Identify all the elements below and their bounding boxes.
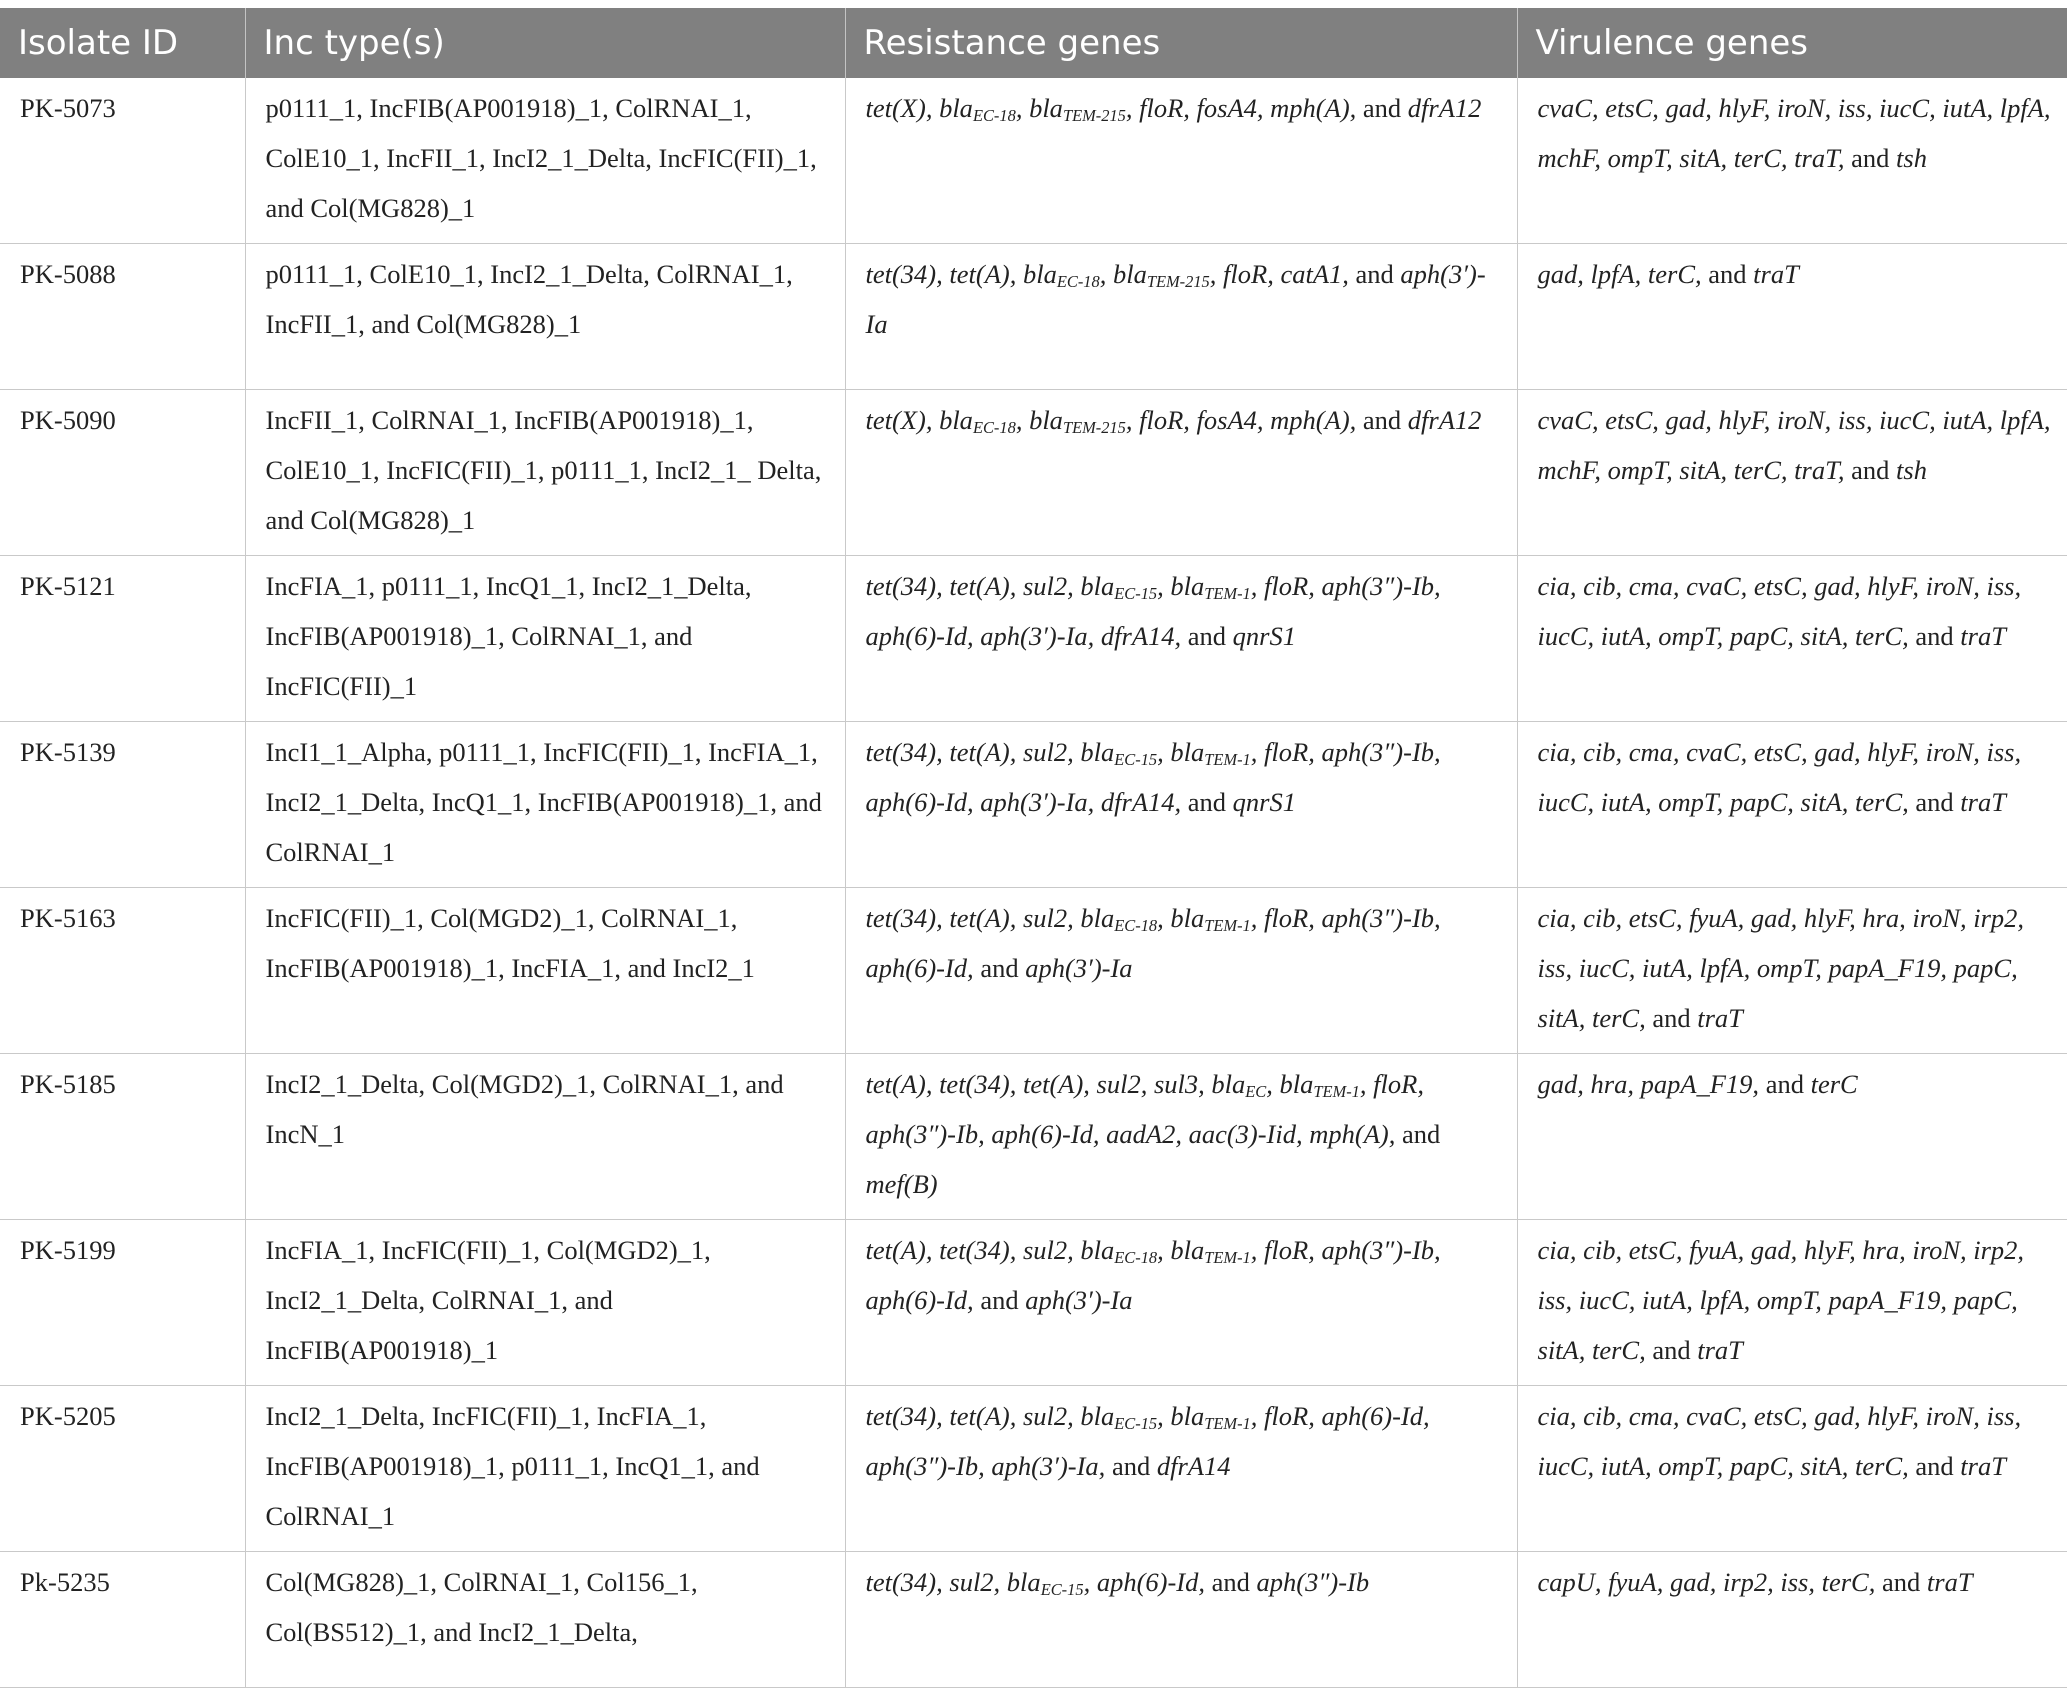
inc-types-cell: Col(MG828)_1, ColRNAI_1, Col156_1, Col(BS512)_1, and IncI2_1_Delta, [245, 1552, 845, 1688]
table-body [0, 78, 2067, 1688]
virulence-genes-cell: cia, cib, etsC, fyuA, gad, hlyF, hra, iroN, irp2, iss, iucC, iutA, lpfA, ompT, papA_F19, papC, sitA, terC, and traT [1517, 888, 2067, 1054]
virulence-genes-cell: cia, cib, cma, cvaC, etsC, gad, hlyF, iroN, iss, iucC, iutA, ompT, papC, sitA, terC, and traT [1517, 1386, 2067, 1552]
inc-types-cell: IncI2_1_Delta, Col(MGD2)_1, ColRNAI_1, and IncN_1 [245, 1054, 845, 1220]
header-isolate-id: Isolate ID [0, 8, 245, 78]
table-row [0, 888, 2067, 1054]
table-row [0, 1386, 2067, 1552]
isolate-id-cell: PK-5185 [0, 1054, 245, 1220]
virulence-genes-cell: cia, cib, etsC, fyuA, gad, hlyF, hra, iroN, irp2, iss, iucC, iutA, lpfA, ompT, papA_F19, papC, sitA, terC, and traT [1517, 1220, 2067, 1386]
inc-types-cell: IncI1_1_Alpha, p0111_1, IncFIC(FII)_1, IncFIA_1, IncI2_1_Delta, IncQ1_1, IncFIB(AP001918)_1, and ColRNAI_1 [245, 722, 845, 888]
resistance-genes-cell: tet(34), sul2, bla$_{EC-15}$, aph(6)-Id, and aph(3″)-Ib [845, 1552, 1517, 1688]
isolate-id-cell: PK-5139 [0, 722, 245, 888]
inc-types-cell: IncFIA_1, IncFIC(FII)_1, Col(MGD2)_1, IncI2_1_Delta, ColRNAI_1, and IncFIB(AP001918)_1 [245, 1220, 845, 1386]
isolate-id-cell: PK-5163 [0, 888, 245, 1054]
virulence-genes-cell: gad, hra, papA_F19, and terC [1517, 1054, 2067, 1220]
isolate-id-cell: PK-5205 [0, 1386, 245, 1552]
virulence-genes-cell: cia, cib, cma, cvaC, etsC, gad, hlyF, iroN, iss, iucC, iutA, ompT, papC, sitA, terC, and traT [1517, 722, 2067, 888]
table-row [0, 722, 2067, 888]
table-row [0, 390, 2067, 556]
table-header [0, 8, 2067, 78]
inc-types-cell: IncFII_1, ColRNAI_1, IncFIB(AP001918)_1, ColE10_1, IncFIC(FII)_1, p0111_1, IncI2_1_ Delta, and Col(MG828)_1 [245, 390, 845, 556]
virulence-genes-cell: cia, cib, cma, cvaC, etsC, gad, hlyF, iroN, iss, iucC, iutA, ompT, papC, sitA, terC, and traT [1517, 556, 2067, 722]
isolate-genes-table [0, 8, 2067, 1688]
table-row [0, 78, 2067, 244]
isolate-id-cell: PK-5121 [0, 556, 245, 722]
header-row [0, 8, 2067, 78]
inc-types-cell: IncFIA_1, p0111_1, IncQ1_1, IncI2_1_Delta, IncFIB(AP001918)_1, ColRNAI_1, and IncFIC(FII)_1 [245, 556, 845, 722]
table-row [0, 1552, 2067, 1688]
table-row [0, 244, 2067, 390]
virulence-genes-cell: capU, fyuA, gad, irp2, iss, terC, and traT [1517, 1552, 2067, 1688]
inc-types-cell: p0111_1, ColE10_1, IncI2_1_Delta, ColRNAI_1, IncFII_1, and Col(MG828)_1 [245, 244, 845, 390]
isolate-id-cell: PK-5199 [0, 1220, 245, 1386]
resistance-genes-cell: tet(34), tet(A), sul2, bla$_{EC-15}$, bla$_{TEM-1}$, floR, aph(3″)-Ib, aph(6)-Id, aph(3′)-Ia, dfrA14, and qnrS1 [845, 722, 1517, 888]
isolate-id-cell: PK-5090 [0, 390, 245, 556]
resistance-genes-cell: tet(A), tet(34), tet(A), sul2, sul3, bla$_{EC}$, bla$_{TEM-1}$, floR, aph(3″)-Ib, aph(6)-Id, aadA2, aac(3)-Iid, mph(A), and mef(B) [845, 1054, 1517, 1220]
header-inc-types: Inc type(s) [245, 8, 845, 78]
table-row [0, 1054, 2067, 1220]
isolate-id-cell: PK-5088 [0, 244, 245, 390]
resistance-genes-cell: tet(X), bla$_{EC-18}$, bla$_{TEM-215}$, floR, fosA4, mph(A), and dfrA12 [845, 78, 1517, 244]
inc-types-cell: IncFIC(FII)_1, Col(MGD2)_1, ColRNAI_1, IncFIB(AP001918)_1, IncFIA_1, and IncI2_1 [245, 888, 845, 1054]
isolate-id-cell: PK-5073 [0, 78, 245, 244]
virulence-genes-cell: gad, lpfA, terC, and traT [1517, 244, 2067, 390]
header-virulence-genes: Virulence genes [1517, 8, 2067, 78]
resistance-genes-cell: tet(34), tet(A), sul2, bla$_{EC-15}$, bla$_{TEM-1}$, floR, aph(3″)-Ib, aph(6)-Id, aph(3′)-Ia, dfrA14, and qnrS1 [845, 556, 1517, 722]
inc-types-cell: p0111_1, IncFIB(AP001918)_1, ColRNAI_1, ColE10_1, IncFII_1, IncI2_1_Delta, IncFIC(FII)_1, and Col(MG828)_1 [245, 78, 845, 244]
table-row [0, 556, 2067, 722]
resistance-genes-cell: tet(A), tet(34), sul2, bla$_{EC-18}$, bla$_{TEM-1}$, floR, aph(3″)-Ib, aph(6)-Id, and aph(3′)-Ia [845, 1220, 1517, 1386]
table-row [0, 1220, 2067, 1386]
inc-types-cell: IncI2_1_Delta, IncFIC(FII)_1, IncFIA_1, IncFIB(AP001918)_1, p0111_1, IncQ1_1, and ColRNAI_1 [245, 1386, 845, 1552]
isolate-id-cell: Pk-5235 [0, 1552, 245, 1688]
header-resistance-genes: Resistance genes [845, 8, 1517, 78]
resistance-genes-cell: tet(34), tet(A), sul2, bla$_{EC-15}$, bla$_{TEM-1}$, floR, aph(6)-Id, aph(3″)-Ib, aph(3′)-Ia, and dfrA14 [845, 1386, 1517, 1552]
resistance-genes-cell: tet(X), bla$_{EC-18}$, bla$_{TEM-215}$, floR, fosA4, mph(A), and dfrA12 [845, 390, 1517, 556]
resistance-genes-cell: tet(34), tet(A), bla$_{EC-18}$, bla$_{TEM-215}$, floR, catA1, and aph(3′)-Ia [845, 244, 1517, 390]
resistance-genes-cell: tet(34), tet(A), sul2, bla$_{EC-18}$, bla$_{TEM-1}$, floR, aph(3″)-Ib, aph(6)-Id, and aph(3′)-Ia [845, 888, 1517, 1054]
virulence-genes-cell: cvaC, etsC, gad, hlyF, iroN, iss, iucC, iutA, lpfA, mchF, ompT, sitA, terC, traT, and tsh [1517, 78, 2067, 244]
virulence-genes-cell: cvaC, etsC, gad, hlyF, iroN, iss, iucC, iutA, lpfA, mchF, ompT, sitA, terC, traT, and tsh [1517, 390, 2067, 556]
